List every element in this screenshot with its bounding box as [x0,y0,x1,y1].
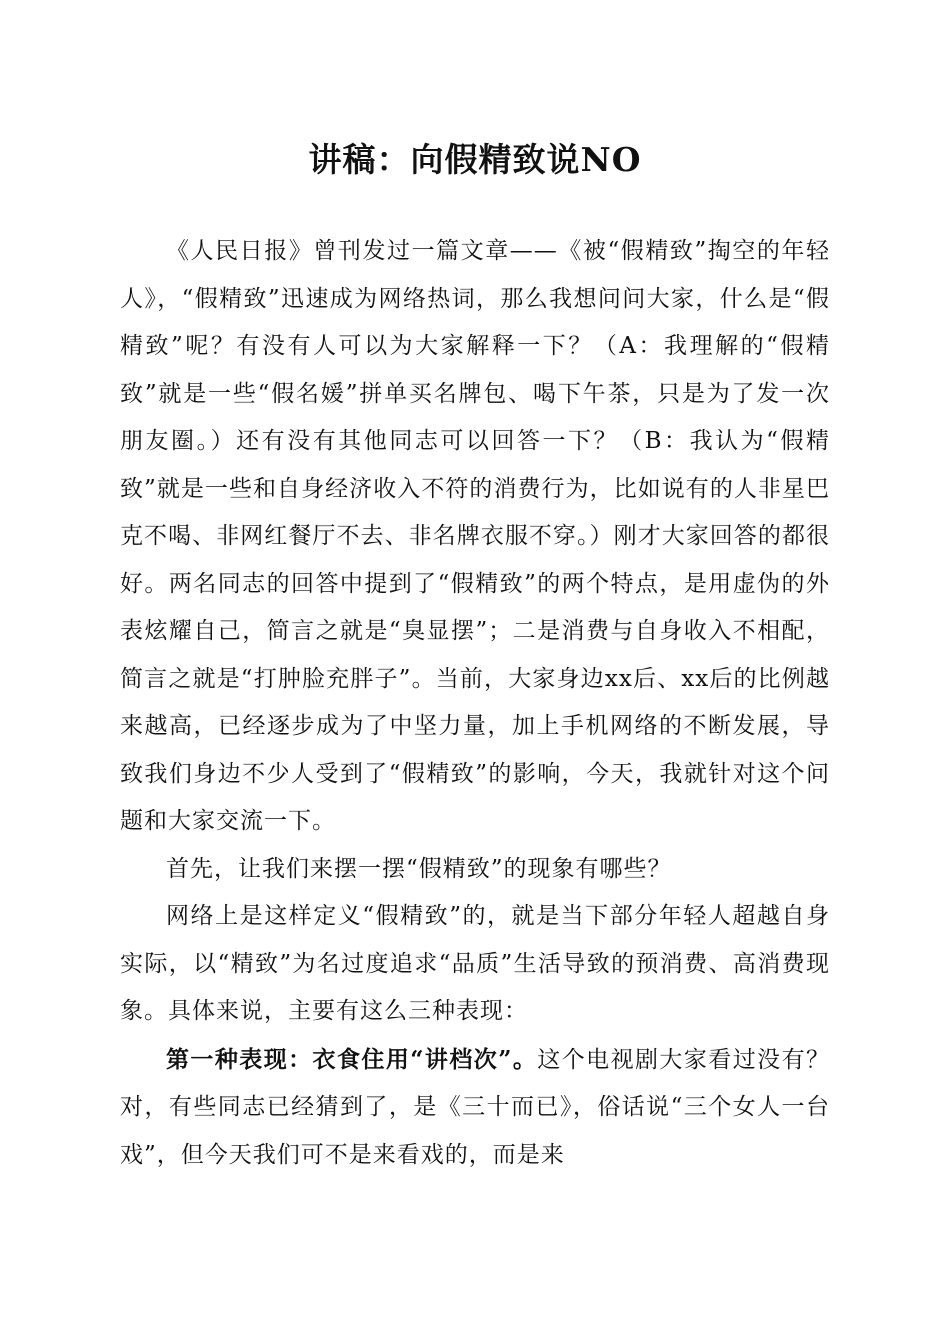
document-body [120,228,830,1179]
paragraph-definition: 网络上是这样定义“假精致”的，就是当下部分年轻人超越自身实际，以“精致”为名过度追求“品质”生活导致的预消费、高消费现象。具体来说，主要有这么三种表现： [120,903,830,1024]
paragraph-section-one [120,1036,830,1180]
paragraph-intro: 《人民日报》曾刊发过一篇文章——《被“假精致”掏空的年轻人》，“假精致”迅速成为网络热词，那么我想问问大家，什么是“假精致”呢？有没有人可以为大家解释一下？（A：我理解的“假精致”就是一些“假名媛”拼单买名牌包、喝下午茶，只是为了发一次朋友圈。）还有没有其他同志可以回答一下？（B：我认为“假精致”就是一些和自身经济收入不符的消费行为，比如说有的人非星巴克不喝、非网红餐厅不去、非名牌衣服不穿。）刚才大家回答的都很好。两名同志的回答中提到了“假精致”的两个特点，是用虚伪的外表炫耀自己，简言之就是“臭显摆”；二是消费与自身收入不相配，简言之就是“打肿脸充胖子”。当前，大家身边xx后、xx后的比例越来越高，已经逐步成为了中坚力量，加上手机网络的不断发展，导致我们身边不少人受到了“假精致”的影响，今天，我就针对这个问题和大家交流一下。 [120,238,830,834]
section-one-heading: 第一种表现：衣食住用“讲档次”。 [166,1045,538,1073]
document-title: 讲稿：向假精致说NO [308,140,642,179]
section-one-text: 这个电视剧大家看过没有？对，有些同志已经猜到了，是《三十而已》，俗话说“三个女人一台戏”，但今天我们可不是来看戏的，而是来 [120,1046,830,1168]
paragraph-first-question: 首先，让我们来摆一摆“假精致”的现象有哪些？ [166,855,672,882]
